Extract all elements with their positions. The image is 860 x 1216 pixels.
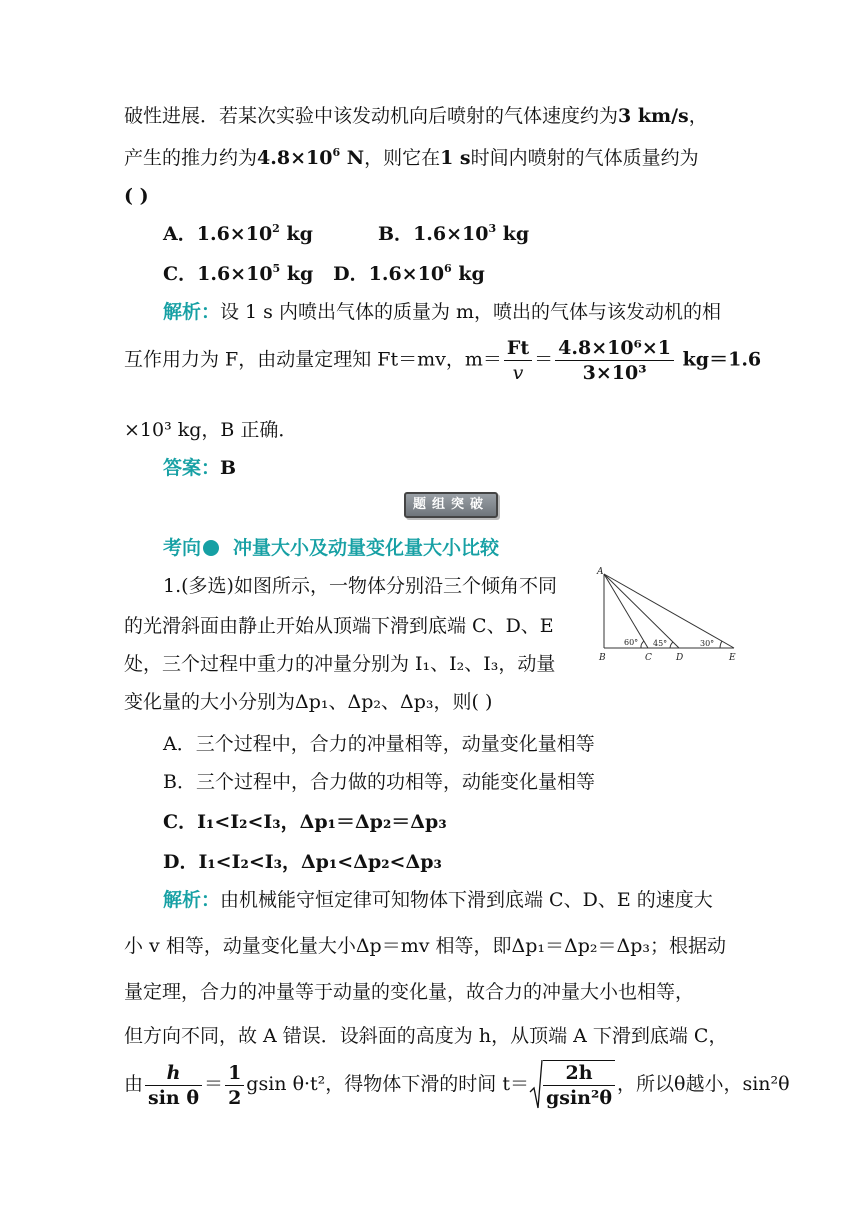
text: 量定理，合力的冲量等于动量的变化量，故合力的冲量大小也相等， xyxy=(124,981,695,1003)
option-value: 1.6×10 xyxy=(413,223,489,245)
text: 产生的推力约为 xyxy=(124,147,258,169)
text: 3 km/s xyxy=(618,105,689,127)
question-line-2 xyxy=(124,614,554,638)
problem-bracket xyxy=(124,184,149,208)
text: ，则它在 xyxy=(364,147,441,169)
option-d-2 xyxy=(163,850,442,874)
section-heading xyxy=(163,536,499,560)
text: 由 xyxy=(124,1073,144,1095)
text: 处，三个过程中重力的冲量分别为 I₁、I₂、I₃，动量 xyxy=(124,653,556,675)
exponent: 5 xyxy=(272,262,281,275)
text: 时间内喷射的气体质量约为 xyxy=(470,147,699,169)
question-line-1 xyxy=(163,574,557,598)
solution-label: 解析： xyxy=(163,301,221,323)
unit: kg xyxy=(496,223,530,245)
option-a-2 xyxy=(163,732,595,756)
answer-bracket: ( ) xyxy=(124,185,149,207)
answer-value: B xyxy=(220,457,237,479)
solution-2-line-2 xyxy=(124,934,726,958)
numerator: Ft xyxy=(504,336,532,361)
question-line-4 xyxy=(124,690,492,714)
denominator: sin θ xyxy=(148,1086,200,1109)
option-b xyxy=(378,222,529,246)
solution-1-line-3 xyxy=(124,418,297,442)
fraction-mass-calc xyxy=(555,336,674,385)
option-label: C． xyxy=(163,263,198,285)
option-b-2 xyxy=(163,770,595,794)
text: 的光滑斜面由静止开始从顶端下滑到底端 C、D、E xyxy=(124,615,554,637)
text: ×10³ kg，B 正确． xyxy=(124,419,298,441)
unit: kg xyxy=(279,223,313,245)
text: 设 1 s 内喷出气体的质量为 m，喷出的气体与该发动机的相 xyxy=(220,301,722,323)
denominator: 2 xyxy=(228,1086,242,1109)
radical-sign xyxy=(529,1058,543,1112)
exponent: 6 xyxy=(444,262,452,275)
section-label: 考向 xyxy=(163,537,202,559)
denominator: v xyxy=(512,362,524,384)
option-a xyxy=(163,222,313,246)
point-label: E xyxy=(729,653,736,663)
numerator: 4.8×10⁶×1 xyxy=(555,336,674,361)
numerator: 1 xyxy=(225,1061,244,1086)
text: 但方向不同，故 A 错误．设斜面的高度为 h，从顶端 A 下滑到底端 C， xyxy=(124,1025,728,1047)
point-label: C xyxy=(645,653,652,663)
square-root xyxy=(529,1058,617,1112)
text: 1.(多选)如图所示，一物体分别沿三个倾角不同 xyxy=(163,575,557,597)
text: B．三个过程中，合力做的功相等，动能变化量相等 xyxy=(163,771,595,793)
text: 由机械能守恒定律可知物体下滑到底端 C、D、E 的速度大 xyxy=(220,889,713,911)
incline-figure xyxy=(596,566,742,666)
text: kg＝1.6 xyxy=(676,348,762,371)
option-value: 1.6×10 xyxy=(196,223,273,245)
text: 1 s xyxy=(440,147,471,169)
option-value: 1.6×10 xyxy=(197,263,273,285)
option-c-2 xyxy=(163,810,447,834)
solution-2-line-3 xyxy=(124,980,694,1004)
exponent: 3 xyxy=(488,222,497,235)
text: 变化量的大小分别为Δp₁、Δp₂、Δp₃，则( ) xyxy=(124,691,493,713)
text: ＝ xyxy=(204,1073,224,1095)
option-label: B． xyxy=(378,223,414,245)
text: A．三个过程中，合力的冲量相等，动量变化量相等 xyxy=(163,733,595,755)
exponent: 2 xyxy=(272,222,280,235)
numerator: h xyxy=(145,1061,202,1086)
fraction-half xyxy=(225,1061,244,1110)
text: C．I₁<I₂<I₃，Δp₁＝Δp₂＝Δp₃ xyxy=(163,811,447,833)
text: gsin θ·t²，得物体下滑的时间 t＝ xyxy=(246,1073,529,1095)
option-c-d xyxy=(163,262,485,286)
section-title: 冲量大小及动量变化量大小比较 xyxy=(233,537,500,559)
problem-line-1 xyxy=(124,104,708,128)
angle-label: 30° xyxy=(700,639,715,648)
text: ， xyxy=(688,105,708,127)
answer-1 xyxy=(163,456,236,480)
point-label: A xyxy=(597,567,604,577)
angle-label: 45° xyxy=(653,639,668,648)
solution-1-line-1 xyxy=(163,300,721,324)
answer-label: 答案： xyxy=(163,457,221,479)
text: ，所以θ越小，sin²θ xyxy=(617,1073,790,1095)
section-number-badge xyxy=(203,540,219,556)
fraction-ft-over-v xyxy=(504,336,532,385)
problem-line-2 xyxy=(124,146,699,170)
solution-2-line-1 xyxy=(163,888,713,912)
denominator: 3×10³ xyxy=(582,362,647,384)
text: 4.8×10 xyxy=(257,147,333,169)
option-label: D． xyxy=(333,263,369,285)
text: D．I₁<I₂<I₃，Δp₁<Δp₂<Δp₃ xyxy=(163,851,442,873)
text: N xyxy=(340,147,365,169)
solution-label: 解析： xyxy=(163,889,221,911)
exponent: 6 xyxy=(332,146,341,159)
solution-2-line-5 xyxy=(124,1058,790,1112)
angle-label: 60° xyxy=(624,638,639,647)
solution-2-line-4 xyxy=(124,1024,727,1048)
fraction-radicand xyxy=(543,1060,615,1110)
option-label: A． xyxy=(163,223,197,245)
text: ＝ xyxy=(534,348,554,371)
numerator: 2h xyxy=(543,1061,615,1086)
denominator: gsin²θ xyxy=(545,1087,612,1109)
text: 互作用力为 F，由动量定理知 Ft＝mv，m＝ xyxy=(124,348,502,371)
unit: kg xyxy=(280,263,314,285)
point-label: D xyxy=(676,653,684,663)
question-line-3 xyxy=(124,652,555,676)
unit: kg xyxy=(451,263,485,285)
solution-1-line-2 xyxy=(124,336,761,385)
fraction-h-over-sin xyxy=(145,1061,202,1110)
option-value: 1.6×10 xyxy=(368,263,445,285)
point-label: B xyxy=(599,653,606,663)
text: 小 v 相等，动量变化量大小Δp＝mv 相等，即Δp₁＝Δp₂＝Δp₃；根据动 xyxy=(124,935,726,957)
text: 破性进展．若某次实验中该发动机向后喷射的气体速度约为 xyxy=(124,105,619,127)
section-banner: 题组突破 xyxy=(404,492,498,518)
